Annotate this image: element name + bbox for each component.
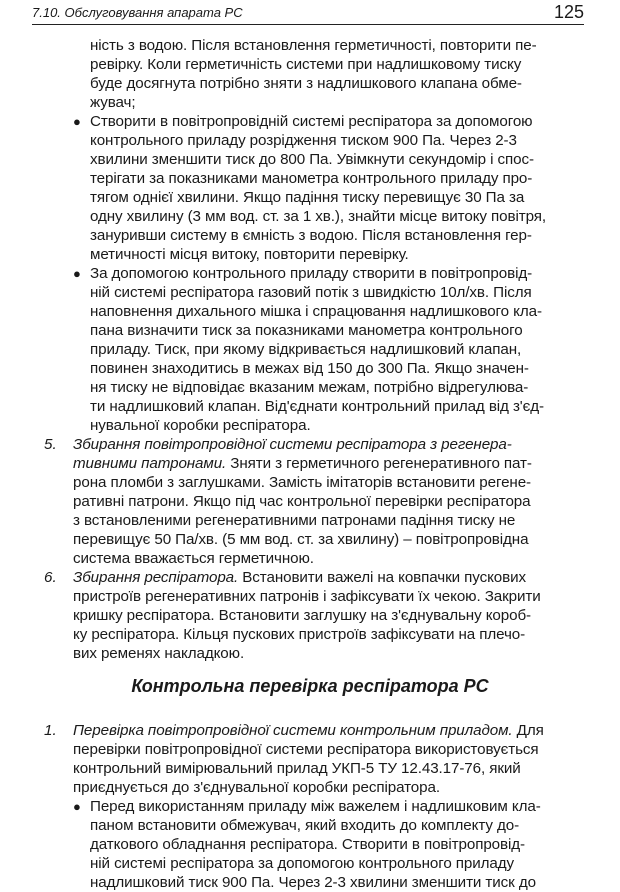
text-line: [73, 454, 532, 473]
bullet-icon: ●: [73, 799, 81, 814]
text-line: терігати за показниками манометра контрольного приладу про-: [90, 170, 533, 187]
text-line: За допомогою контрольного приладу створити в повітропровід-: [90, 265, 533, 282]
text-line: надлишковий тиск 900 Па. Через 2-3 хвилини зменшити тиск до: [90, 874, 536, 891]
text-line: ративні патрони. Якщо під час контрольної перевірки респіратора: [73, 493, 531, 510]
text-line: пристроїв регенеративних патронів і зафіксувати їх чекою. Закрити: [73, 588, 541, 605]
text-line: приладу. Тиск, при якому відкривається надлишковий клапан,: [90, 341, 522, 358]
item-title: Перевірка повітропровідної системи контрольним приладом.: [73, 722, 513, 739]
item-title: Збирання респіратора.: [73, 569, 239, 586]
text-fragment: Для: [512, 722, 544, 739]
text-line: контрольний вимірювальний прилад УКП-5 ТУ 12.43.17-76, який: [73, 760, 521, 777]
text-line: ній системі респіратора за допомогою контрольного приладу: [90, 855, 515, 872]
text-line: система вважається герметичною.: [73, 550, 314, 567]
text-line: зануривши систему в ємність з водою. Після встановлення гер-: [90, 227, 532, 244]
text-line: Перед використанням приладу між важелем і надлишковим кла-: [90, 798, 541, 815]
text-line: метичності місця витоку, повторити перевірку.: [90, 246, 409, 263]
section-heading: Контрольна перевірка респіратора РС: [131, 676, 489, 696]
bullet-icon: ●: [73, 266, 81, 281]
text-line: кришку респіратора. Встановити заглушку на з'єднувальну короб-: [73, 607, 532, 624]
text-line: ність з водою. Після встановлення герметичності, повторити пе-: [90, 37, 537, 54]
text-fragment: Встановити важелі на ковпачки пускових: [238, 569, 526, 586]
bullet-icon: ●: [73, 114, 81, 129]
text-line: буде досягнута потрібно зняти з надлишкового клапана обме-: [90, 75, 522, 92]
text-line: контрольного приладу розрідження тиском 900 Па. Через 2-3: [90, 132, 517, 149]
text-line: хвилини зменшити тиск до 800 Па. Увімкнути секундомір і спос-: [90, 151, 534, 168]
text-line: наповнення дихального мішка і спрацювання надлишкового кла-: [90, 303, 542, 320]
text-line: ній системі респіратора газовий потік з швидкістю 10л/хв. Після: [90, 284, 532, 301]
text-line: нувальної коробки респіратора.: [90, 417, 311, 434]
text-line: [73, 721, 544, 740]
text-line: Створити в повітропровідній системі респіратора за допомогою: [90, 113, 533, 130]
text-line: паном встановити обмежувач, який входить до комплекту до-: [90, 817, 520, 834]
text-line: приєднується до з'єднувальної коробки респіратора.: [73, 779, 440, 796]
page-number: 125: [553, 2, 584, 22]
item-title: тивними патронами.: [73, 455, 227, 472]
text-line: тягом однієї хвилини. Якщо падіння тиску перевищує 30 Па за: [90, 189, 525, 206]
text-line: рона пломби з заглушками. Замість імітаторів встановити регене-: [73, 474, 532, 491]
text-line: перевірки повітропровідної системи респіратора використовується: [73, 741, 539, 758]
text-line: ку респіратора. Кільця пускових пристроїв зафіксувати на плечо-: [73, 626, 526, 643]
item-number: 6.: [44, 569, 57, 586]
text-fragment: Зняти з герметичного регенеративного пат-: [226, 455, 532, 472]
text-line: ня тиску не відповідає вказаним межам, потрібно відрегулюва-: [90, 379, 529, 396]
running-header: [32, 2, 584, 25]
text-line: повинен знаходитись в межах від 150 до 300 Па. Якщо значен-: [90, 360, 529, 377]
text-line: одну хвилину (3 мм вод. ст. за 1 хв.), знайти місце витоку повітря,: [90, 208, 547, 225]
item-number: 1.: [44, 722, 57, 739]
chapter-title: 7.10. Обслуговування апарата РС: [32, 5, 243, 20]
text-line: [73, 568, 526, 587]
text-line: вих ременях накладкою.: [73, 645, 245, 662]
item-number: 5.: [44, 436, 57, 453]
text-line: жувач;: [90, 94, 136, 111]
text-line: ревірку. Коли герметичність системи при надлишковому тиску: [90, 56, 522, 73]
item-title: Збирання повітропровідної системи респіратора з регенера-: [73, 436, 512, 453]
text-line: перевищує 50 Па/хв. (5 мм вод. ст. за хвилину) – повітропровідна: [73, 531, 529, 548]
text-line: з встановленими регенеративними патронами падіння тиску не: [73, 512, 516, 529]
text-line: пана визначити тиск за показниками манометра контрольного: [90, 322, 523, 339]
text-line: ти надлишковий клапан. Від'єднати контрольний прилад від з'єд-: [90, 398, 544, 415]
text-line: даткового обладнання респіратора. Створити в повітропровід-: [90, 836, 525, 853]
